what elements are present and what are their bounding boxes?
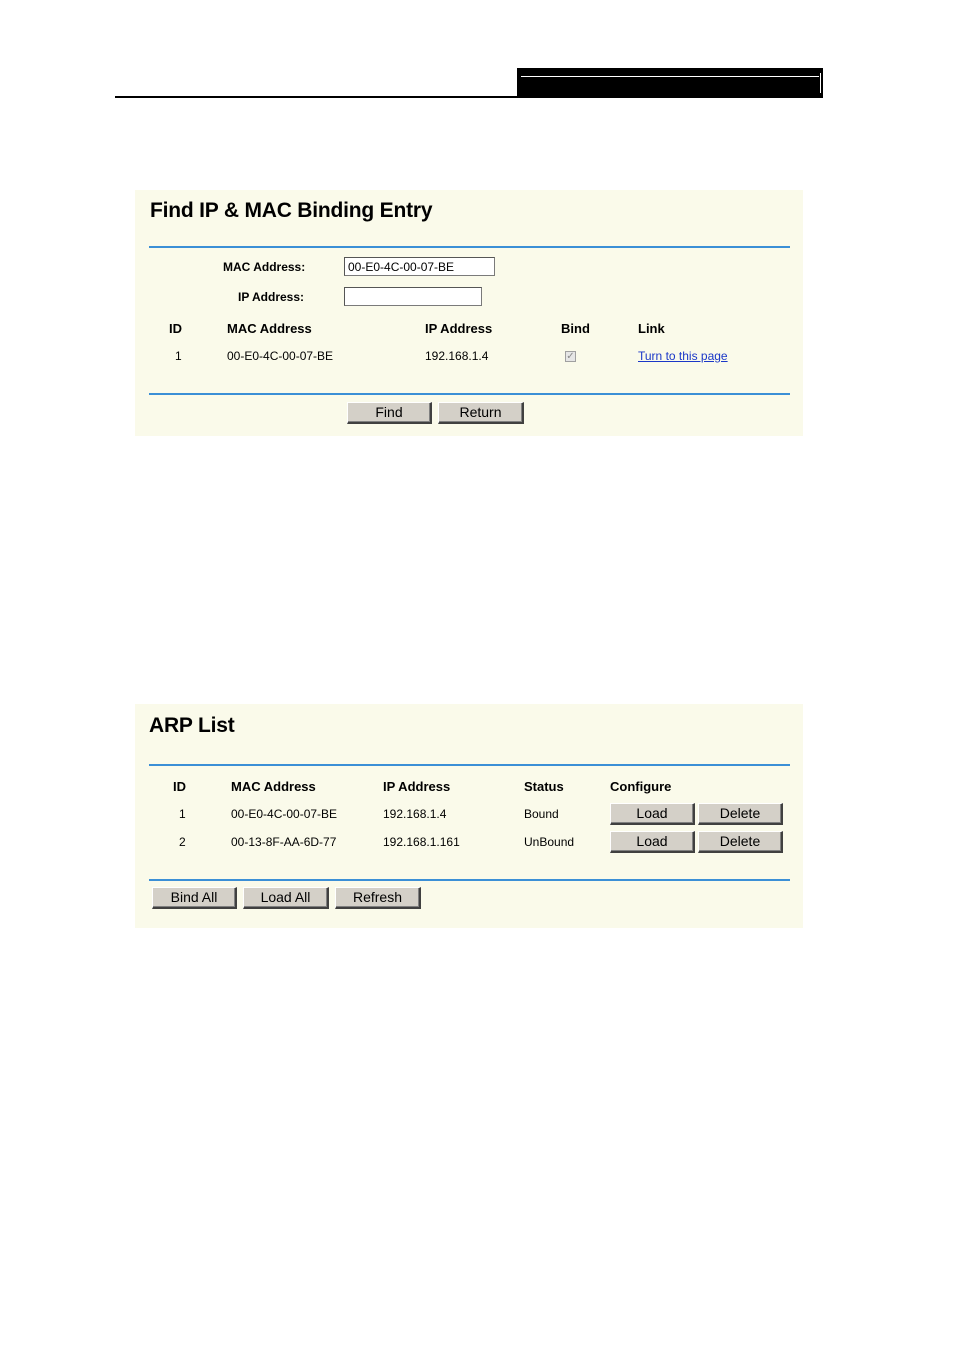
load-button[interactable]: Load — [610, 803, 695, 825]
row-mac: 00-13-8F-AA-6D-77 — [231, 835, 337, 849]
col-header-mac: MAC Address — [227, 321, 312, 336]
col-header-configure: Configure — [610, 779, 672, 794]
bind-all-button[interactable]: Bind All — [152, 887, 237, 909]
row-id: 1 — [179, 807, 186, 821]
ip-address-input[interactable] — [344, 287, 482, 306]
find-button[interactable]: Find — [347, 402, 432, 424]
header-box-tick — [820, 73, 821, 93]
col-header-bind: Bind — [561, 321, 590, 336]
col-header-mac: MAC Address — [231, 779, 316, 794]
panel-title: ARP List — [149, 714, 235, 737]
ip-address-label: IP Address: — [238, 290, 305, 304]
row-ip: 192.168.1.161 — [383, 835, 460, 849]
delete-button[interactable]: Delete — [698, 831, 783, 853]
col-header-ip: IP Address — [383, 779, 451, 794]
page-header-box — [517, 68, 823, 97]
panel-title: Find IP & MAC Binding Entry — [150, 199, 433, 222]
header-box-line — [521, 76, 819, 77]
load-button[interactable]: Load — [610, 831, 695, 853]
turn-to-page-link[interactable]: Turn to this page — [638, 349, 728, 363]
row-id: 1 — [175, 349, 182, 363]
col-header-id: ID — [169, 321, 182, 336]
bind-checkbox[interactable]: ✓ — [566, 351, 575, 362]
col-header-ip: IP Address — [425, 321, 493, 336]
row-id: 2 — [179, 835, 186, 849]
mac-address-label: MAC Address: — [223, 260, 306, 274]
row-status: Bound — [524, 807, 559, 821]
top-divider — [149, 764, 790, 766]
return-button[interactable]: Return — [438, 402, 524, 424]
page-header-rule — [115, 96, 823, 98]
load-all-button[interactable]: Load All — [243, 887, 329, 909]
bottom-divider — [149, 879, 790, 881]
row-ip: 192.168.1.4 — [425, 349, 489, 363]
find-binding-panel — [135, 190, 803, 436]
row-mac: 00-E0-4C-00-07-BE — [231, 807, 338, 821]
col-header-id: ID — [173, 779, 186, 794]
row-ip: 192.168.1.4 — [383, 807, 447, 821]
bottom-divider — [149, 393, 790, 395]
col-header-link: Link — [638, 321, 665, 336]
top-divider — [149, 246, 790, 248]
refresh-button[interactable]: Refresh — [335, 887, 421, 909]
row-mac: 00-E0-4C-00-07-BE — [227, 349, 334, 363]
delete-button[interactable]: Delete — [698, 803, 783, 825]
col-header-status: Status — [524, 779, 564, 794]
arp-list-panel — [135, 704, 803, 928]
mac-address-input[interactable] — [344, 257, 495, 276]
row-status: UnBound — [524, 835, 575, 849]
